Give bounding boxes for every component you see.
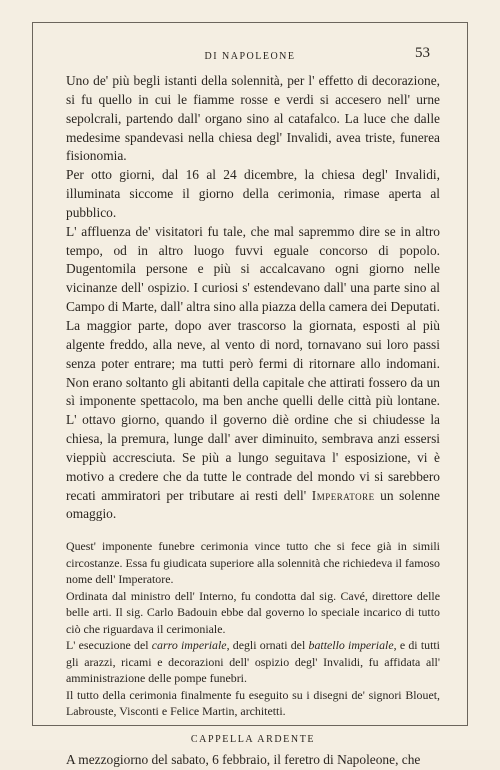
paragraph-7: Il tutto della cerimonia finalmente fu eseguito su i disegni de' signori Blouet, Labrouste, Visconti e Felice Martin, architetti. [66, 687, 440, 719]
carro-imperiale: carro imperiale [151, 638, 227, 653]
section-heading: CAPPELLA ARDENTE [190, 733, 316, 745]
paragraph-3 [66, 223, 440, 525]
body-text [66, 72, 440, 770]
paragraph-5: Ordinata dal ministro dell' Interno, fu condotta dal sig. Cavé, direttore delle belle arti. Il sig. Carlo Badouin ebbe dal governo lo speciale incarico di tutto ciò che riguardava il cerimoniale. [66, 588, 440, 636]
paragraph-3-text: L' affluenza de' visitatori fu tale, che mal sapremmo dire se in altro tempo, od in altro luogo fuvvi eguale concorso di popolo. Dugentomila persone e più si accalcavano ogni giorno nelle vicinanze dell' ospizio. I curiosi s' estendevano dall' una parte sino al Campo di Marte, dall' altra sino alla piazza della camera dei Deputati. La maggior parte, dopo aver trascorso la giornata, esposti al più algente freddo, alla neve, al vento di nord, tornavano sui loro passi senza poter entrare; ma tutti però fermi di ritornare allo indomani. Non erano soltanto gli abitanti della capitale che attirati fossero da un sì imponente spettacolo, ma ben anche quelli delle città più lontane. L' ottavo giorno, quando il governo diè ordine che si chiudesse la chiesa, la premura, lunge dall' aver diminuito, sembrava anzi essersi vieppiù accresciuta. Se più a lungo seguitava l' esposizione, vi è motivo a credere che da tutte le contrade del mondo vi si sarebbero recati ammiratori per tributare ai resti dell' [66, 223, 440, 503]
battello-imperiale: battello imperiale [308, 638, 394, 653]
paragraph-8: A mezzogiorno del sabato, 6 febbraio, il feretro di Napoleone, che [66, 751, 421, 767]
paragraph-6-a: L' esecuzione del [66, 638, 149, 653]
paragraph-6 [66, 637, 440, 687]
section-main [66, 72, 440, 524]
page-number: 53 [415, 45, 430, 61]
paragraph-3-end: un solenne omaggio. [66, 487, 440, 522]
page-header [70, 45, 430, 67]
paragraph-2: Per otto giorni, dal 16 al 24 dicembre, la chiesa degl' Invalidi, illuminata siccome il giorno della cerimonia, rimase aperta al pubblico. [66, 167, 440, 220]
running-head: DI NAPOLEONE [204, 51, 296, 62]
paragraph-6-c: , e di tutti gli arazzi, ricami e decorazioni dell' ospizio degl' Invalidi, fu affidata all' amministrazione delle pompe funebri. [66, 638, 440, 686]
section-cappella [66, 751, 440, 770]
section-notes [66, 538, 440, 720]
paragraph-6-b: , degli ornati del [226, 638, 306, 653]
imperatore-smallcaps: Imperatore [311, 487, 375, 503]
paragraph-4: Quest' imponente funebre cerimonia vince tutto che si fece già in simili circostanze. Essa fu giudicata superiore alla solennità che richiedeva il famoso nome dell' Imperatore. [66, 539, 440, 587]
paragraph-1: Uno de' più begli istanti della solennità, per l' effetto di decorazione, si fu quello in cui le fiamme rosse e verdi si accesero nell' urne sepolcrali, partendo dall' organo sino al catafalco. La luce che dalle medesime spandevasi nella chiesa degl' Invalidi, avea triste, funerea fisionomia. [66, 73, 440, 164]
